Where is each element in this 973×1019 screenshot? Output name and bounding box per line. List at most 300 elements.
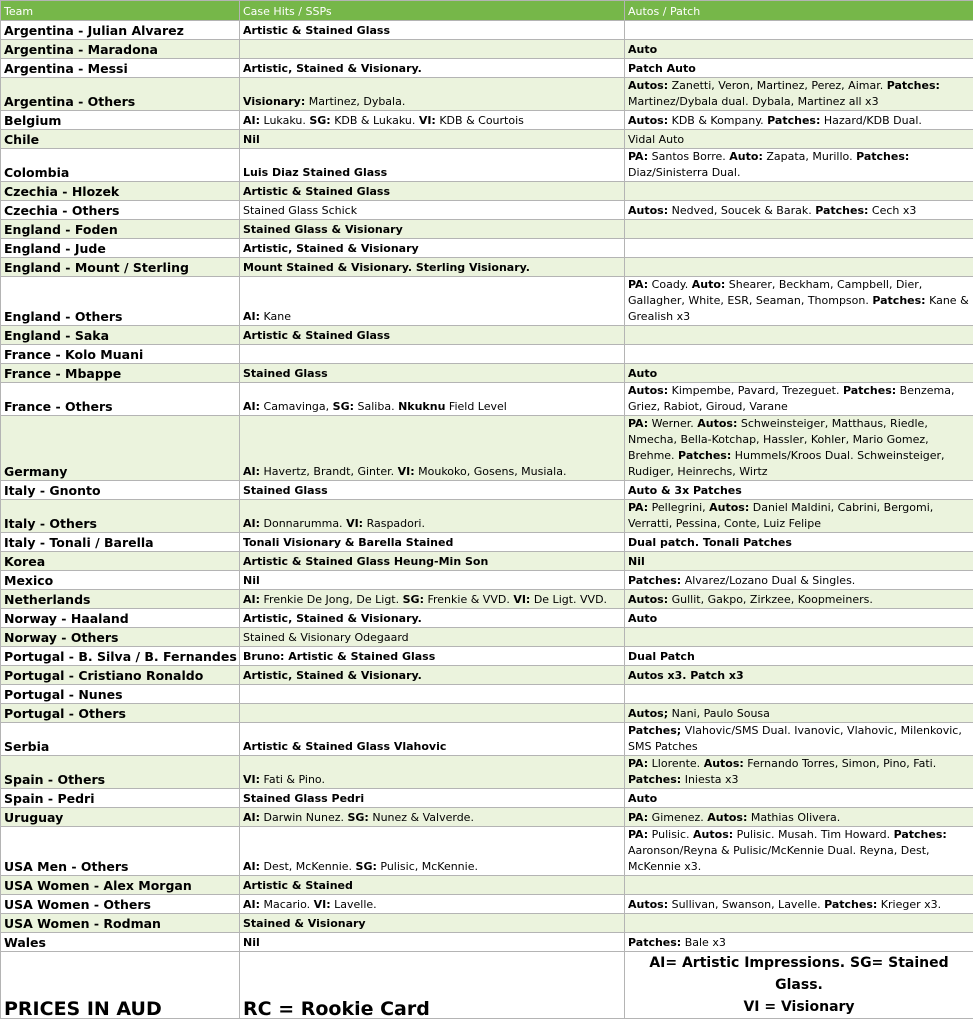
team-cell: Norway - Haaland <box>1 609 240 628</box>
table-row <box>1 808 973 827</box>
text-run: Sullivan, Swanson, Lavelle. <box>668 898 824 911</box>
table-row <box>1 876 973 895</box>
autos-patch-cell <box>625 364 973 383</box>
text-run: Patch Auto <box>628 62 696 75</box>
autos-patch-cell <box>625 21 973 40</box>
text-run: Kane <box>260 310 291 323</box>
case-hits-cell <box>240 789 625 808</box>
text-run: Stained Glass <box>243 484 328 497</box>
text-run: KDB & Kompany. <box>668 114 767 127</box>
autos-patch-cell <box>625 220 973 239</box>
team-cell: Mexico <box>1 571 240 590</box>
text-run: Dual Patch <box>628 650 695 663</box>
table-row <box>1 149 973 182</box>
case-hits-cell <box>240 239 625 258</box>
text-run: Stained & Visionary <box>243 917 366 930</box>
case-hits-cell <box>240 182 625 201</box>
text-run: Daniel Maldini, Cabrini, Bergomi, Verratti, Pessina, Conte, Luiz Felipe <box>628 501 933 530</box>
column-header-case-hits: Case Hits / SSPs <box>240 1 625 21</box>
text-run: Autos: <box>693 828 733 841</box>
text-run: PA: <box>628 417 648 430</box>
team-cell: Portugal - Others <box>1 704 240 723</box>
team-cell: France - Kolo Muani <box>1 345 240 364</box>
autos-patch-cell <box>625 628 973 647</box>
text-run: SG: <box>403 593 424 606</box>
text-run: AI: <box>243 114 260 127</box>
text-run: Raspadori. <box>363 517 425 530</box>
text-run: Martinez/Dybala dual. Dybala, Martinez all x3 <box>628 95 879 108</box>
autos-patch-cell <box>625 416 973 481</box>
case-hits-cell <box>240 345 625 364</box>
autos-patch-cell <box>625 704 973 723</box>
autos-patch-cell <box>625 201 973 220</box>
autos-patch-cell <box>625 533 973 552</box>
team-cell: Serbia <box>1 723 240 756</box>
text-run: Patches: <box>843 384 896 397</box>
team-cell: England - Others <box>1 277 240 326</box>
case-hits-cell <box>240 827 625 876</box>
text-run: Autos; <box>628 707 668 720</box>
rookie-card-note: RC = Rookie Card <box>240 952 625 1019</box>
text-run: Pulisic. Musah. Tim Howard. <box>733 828 893 841</box>
table-row <box>1 111 973 130</box>
table-row <box>1 685 973 704</box>
text-run: Nil <box>243 936 260 949</box>
text-run: Artistic, Stained & Visionary. <box>243 62 422 75</box>
checklist-body <box>1 1 973 952</box>
text-run: Hummels/Kroos Dual. Schweinsteiger, Rudiger, Heinrechs, Wirtz <box>628 449 945 478</box>
text-run: Auto <box>628 43 657 56</box>
autos-patch-cell <box>625 345 973 364</box>
team-cell: USA Women - Rodman <box>1 914 240 933</box>
case-hits-cell <box>240 130 625 149</box>
text-run: Patches: <box>628 773 681 786</box>
text-run: SG: <box>347 811 368 824</box>
header-row <box>1 1 973 21</box>
text-run: Coady. <box>648 278 692 291</box>
text-run: PA: <box>628 150 648 163</box>
case-hits-cell <box>240 685 625 704</box>
legend-line-1: AI= Artistic Impressions. SG= Stained Glass. <box>649 955 948 993</box>
text-run: Frenkie & VVD. <box>424 593 513 606</box>
table-row <box>1 326 973 345</box>
text-run: AI: <box>243 593 260 606</box>
text-run: Aaronson/Reyna & Pulisic/McKennie Dual. Reyna, Dest, McKennie x3. <box>628 844 930 873</box>
autos-patch-cell <box>625 789 973 808</box>
text-run: Patches: <box>824 898 877 911</box>
text-run: Artistic & Stained Glass Vlahovic <box>243 740 446 753</box>
text-run: PA: <box>628 278 648 291</box>
text-run: Benzema, Griez, Rabiot, Giroud, Varane <box>628 384 954 413</box>
table-row <box>1 500 973 533</box>
text-run: PA: <box>628 757 648 770</box>
table-row <box>1 78 973 111</box>
autos-patch-cell <box>625 895 973 914</box>
autos-patch-cell <box>625 666 973 685</box>
case-hits-cell <box>240 704 625 723</box>
text-run: PA: <box>628 501 648 514</box>
table-row <box>1 895 973 914</box>
text-run: Nkuknu <box>398 400 445 413</box>
prices-note: PRICES IN AUD <box>1 952 240 1019</box>
text-run: Patches: <box>894 828 947 841</box>
table-row <box>1 571 973 590</box>
table-row <box>1 647 973 666</box>
text-run: Saliba. <box>354 400 398 413</box>
autos-patch-cell <box>625 552 973 571</box>
table-row <box>1 416 973 481</box>
text-run: Auto <box>628 612 657 625</box>
table-row <box>1 364 973 383</box>
team-cell: Portugal - B. Silva / B. Fernandes <box>1 647 240 666</box>
text-run: Patches: <box>767 114 820 127</box>
text-run: AI: <box>243 517 260 530</box>
text-run: VI: <box>419 114 436 127</box>
team-cell: Netherlands <box>1 590 240 609</box>
case-hits-cell <box>240 808 625 827</box>
team-cell: Korea <box>1 552 240 571</box>
case-hits-cell <box>240 277 625 326</box>
text-run: Tonali Visionary & Barella Stained <box>243 536 453 549</box>
text-run: SG: <box>309 114 330 127</box>
table-row <box>1 552 973 571</box>
text-run: Zanetti, Veron, Martinez, Perez, Aimar. <box>668 79 887 92</box>
text-run: AI: <box>243 310 260 323</box>
text-run: Pulisic, McKennie. <box>377 860 478 873</box>
case-hits-cell <box>240 571 625 590</box>
case-hits-cell <box>240 609 625 628</box>
table-row <box>1 481 973 500</box>
text-run: Stained Glass Schick <box>243 204 357 217</box>
table-row <box>1 704 973 723</box>
team-cell: Czechia - Others <box>1 201 240 220</box>
text-run: Artistic & Stained Glass <box>243 24 390 37</box>
text-run: Autos: <box>628 593 668 606</box>
text-run: Iniesta x3 <box>681 773 738 786</box>
table-row <box>1 21 973 40</box>
text-run: Hazard/KDB Dual. <box>820 114 922 127</box>
text-run: Autos: <box>709 501 749 514</box>
text-run: VI: <box>398 465 415 478</box>
table-row <box>1 827 973 876</box>
text-run: Kane & Grealish x3 <box>628 294 969 323</box>
case-hits-cell <box>240 666 625 685</box>
table-row <box>1 628 973 647</box>
team-cell: Wales <box>1 933 240 952</box>
table-row <box>1 756 973 789</box>
table-row <box>1 914 973 933</box>
case-hits-cell <box>240 723 625 756</box>
text-run: Fati & Pino. <box>260 773 325 786</box>
table-row <box>1 201 973 220</box>
text-run: Autos: <box>628 204 668 217</box>
text-run: Patches; <box>628 724 681 737</box>
text-run: Schweinsteiger, Matthaus, Riedle, Nmecha, Bella-Kotchap, Hassler, Kohler, Mario Gomez, Brehme. <box>628 417 929 462</box>
text-run: Nil <box>243 574 260 587</box>
autos-patch-cell <box>625 111 973 130</box>
autos-patch-cell <box>625 756 973 789</box>
team-cell: Argentina - Messi <box>1 59 240 78</box>
text-run: Vlahovic/SMS Dual. Ivanovic, Vlahovic, Milenkovic, SMS Patches <box>628 724 962 753</box>
column-header-autos: Autos / Patch <box>625 1 973 21</box>
text-run: Llorente. <box>648 757 704 770</box>
text-run: Camavinga, <box>260 400 333 413</box>
text-run: Moukoko, Gosens, Musiala. <box>415 465 567 478</box>
autos-patch-cell <box>625 914 973 933</box>
text-run: Cech x3 <box>868 204 916 217</box>
text-run: VI: <box>513 593 530 606</box>
text-run: Autos x3. Patch x3 <box>628 669 744 682</box>
case-hits-cell <box>240 220 625 239</box>
text-run: Autos: <box>704 757 744 770</box>
autos-patch-cell <box>625 78 973 111</box>
text-run: AI: <box>243 465 260 478</box>
text-run: De Ligt. VVD. <box>530 593 607 606</box>
table-row <box>1 533 973 552</box>
case-hits-cell <box>240 647 625 666</box>
text-run: Gullit, Gakpo, Zirkzee, Koopmeiners. <box>668 593 873 606</box>
autos-patch-cell <box>625 258 973 277</box>
case-hits-cell <box>240 59 625 78</box>
text-run: PA: <box>628 828 648 841</box>
team-cell: Italy - Tonali / Barella <box>1 533 240 552</box>
team-cell: Italy - Gnonto <box>1 481 240 500</box>
text-run: Artistic, Stained & Visionary <box>243 242 419 255</box>
case-hits-cell <box>240 628 625 647</box>
text-run: Dual patch. Tonali Patches <box>628 536 792 549</box>
case-hits-cell <box>240 552 625 571</box>
autos-patch-cell <box>625 277 973 326</box>
team-cell: Spain - Pedri <box>1 789 240 808</box>
text-run: Diaz/Sinisterra Dual. <box>628 166 740 179</box>
team-cell: Italy - Others <box>1 500 240 533</box>
team-cell: France - Mbappe <box>1 364 240 383</box>
text-run: Artistic, Stained & Visionary. <box>243 612 422 625</box>
text-run: VI: <box>314 898 331 911</box>
text-run: Krieger x3. <box>877 898 941 911</box>
text-run: AI: <box>243 898 260 911</box>
autos-patch-cell <box>625 827 973 876</box>
case-hits-cell <box>240 111 625 130</box>
table-row <box>1 789 973 808</box>
text-run: Lavelle. <box>331 898 377 911</box>
text-run: Luis Diaz Stained Glass <box>243 166 387 179</box>
team-cell: USA Men - Others <box>1 827 240 876</box>
case-hits-cell <box>240 326 625 345</box>
text-run: Donnarumma. <box>260 517 346 530</box>
text-run: Field Level <box>445 400 506 413</box>
text-run: Darwin Nunez. <box>260 811 347 824</box>
team-cell: England - Saka <box>1 326 240 345</box>
team-cell: Germany <box>1 416 240 481</box>
text-run: AI: <box>243 811 260 824</box>
text-run: Zapata, Murillo. <box>763 150 856 163</box>
text-run: Kimpembe, Pavard, Trezeguet. <box>668 384 843 397</box>
autos-patch-cell <box>625 149 973 182</box>
text-run: Patches: <box>628 574 681 587</box>
case-hits-cell <box>240 533 625 552</box>
team-cell: Chile <box>1 130 240 149</box>
table-row <box>1 258 973 277</box>
autos-patch-cell <box>625 808 973 827</box>
text-run: Autos: <box>628 114 668 127</box>
text-run: Autos: <box>707 811 747 824</box>
text-run: Shearer, Beckham, Campbell, Dier, Gallagher, White, ESR, Seaman, Thompson. <box>628 278 922 307</box>
text-run: Artistic, Stained & Visionary. <box>243 669 422 682</box>
text-run: SG: <box>333 400 354 413</box>
autos-patch-cell <box>625 685 973 704</box>
autos-patch-cell <box>625 383 973 416</box>
autos-patch-cell <box>625 239 973 258</box>
text-run: Pellegrini, <box>648 501 709 514</box>
team-cell: Czechia - Hlozek <box>1 182 240 201</box>
table-row <box>1 277 973 326</box>
text-run: Dest, McKennie. <box>260 860 356 873</box>
text-run: Fernando Torres, Simon, Pino, Fati. <box>744 757 936 770</box>
autos-patch-cell <box>625 481 973 500</box>
text-run: Stained Glass Pedri <box>243 792 364 805</box>
text-run: Auto <box>628 792 657 805</box>
text-run: Patches: <box>856 150 909 163</box>
text-run: AI: <box>243 400 260 413</box>
case-hits-cell <box>240 21 625 40</box>
case-hits-cell <box>240 258 625 277</box>
table-row <box>1 130 973 149</box>
table-row <box>1 345 973 364</box>
table-row <box>1 723 973 756</box>
text-run: Nil <box>628 555 645 568</box>
team-cell: England - Mount / Sterling <box>1 258 240 277</box>
text-run: Autos: <box>697 417 737 430</box>
text-run: Lukaku. <box>260 114 309 127</box>
autos-patch-cell <box>625 40 973 59</box>
team-cell: Belgium <box>1 111 240 130</box>
team-cell: Argentina - Others <box>1 78 240 111</box>
text-run: Artistic & Stained Glass <box>243 185 390 198</box>
autos-patch-cell <box>625 59 973 78</box>
table-row <box>1 220 973 239</box>
text-run: Auto: <box>729 150 763 163</box>
text-run: Mount Stained & Visionary. Sterling Visionary. <box>243 261 530 274</box>
team-cell: Portugal - Nunes <box>1 685 240 704</box>
text-run: AI: <box>243 860 260 873</box>
text-run: Nani, Paulo Sousa <box>668 707 770 720</box>
team-cell: Colombia <box>1 149 240 182</box>
text-run: Patches: <box>678 449 731 462</box>
case-hits-cell <box>240 40 625 59</box>
case-hits-cell <box>240 895 625 914</box>
text-run: Frenkie De Jong, De Ligt. <box>260 593 403 606</box>
text-run: Autos: <box>628 79 668 92</box>
text-run: Martinez, Dybala. <box>305 95 405 108</box>
table-row <box>1 182 973 201</box>
text-run: KDB & Courtois <box>436 114 524 127</box>
case-hits-cell <box>240 416 625 481</box>
case-hits-cell <box>240 914 625 933</box>
case-hits-cell <box>240 481 625 500</box>
case-hits-cell <box>240 756 625 789</box>
case-hits-cell <box>240 364 625 383</box>
autos-patch-cell <box>625 182 973 201</box>
autos-patch-cell <box>625 590 973 609</box>
team-cell: USA Women - Alex Morgan <box>1 876 240 895</box>
autos-patch-cell <box>625 723 973 756</box>
table-row <box>1 239 973 258</box>
text-run: Mathias Olivera. <box>747 811 840 824</box>
footer-row <box>1 952 973 1019</box>
case-hits-cell <box>240 149 625 182</box>
autos-patch-cell <box>625 326 973 345</box>
case-hits-cell <box>240 78 625 111</box>
text-run: Auto <box>628 367 657 380</box>
text-run: Werner. <box>648 417 697 430</box>
autos-patch-cell <box>625 500 973 533</box>
autos-patch-cell <box>625 609 973 628</box>
text-run: Vidal Auto <box>628 133 684 146</box>
text-run: PA: <box>628 811 648 824</box>
table-row <box>1 40 973 59</box>
text-run: Patches: <box>815 204 868 217</box>
team-cell: France - Others <box>1 383 240 416</box>
case-hits-cell <box>240 500 625 533</box>
autos-patch-cell <box>625 571 973 590</box>
text-run: Auto & 3x Patches <box>628 484 742 497</box>
team-cell: Portugal - Cristiano Ronaldo <box>1 666 240 685</box>
text-run: Artistic & Stained Glass Heung-Min Son <box>243 555 488 568</box>
text-run: VI: <box>243 773 260 786</box>
text-run: Nil <box>243 133 260 146</box>
text-run: KDB & Lukaku. <box>331 114 419 127</box>
team-cell: Argentina - Maradona <box>1 40 240 59</box>
text-run: Patches: <box>887 79 940 92</box>
text-run: Macario. <box>260 898 314 911</box>
case-hits-cell <box>240 383 625 416</box>
text-run: Pulisic. <box>648 828 693 841</box>
text-run: Stained Glass & Visionary <box>243 223 403 236</box>
table-row <box>1 590 973 609</box>
team-cell: England - Foden <box>1 220 240 239</box>
text-run: Santos Borre. <box>648 150 729 163</box>
team-cell: England - Jude <box>1 239 240 258</box>
text-run: Bale x3 <box>681 936 726 949</box>
text-run: Stained Glass <box>243 367 328 380</box>
text-run: Havertz, Brandt, Ginter. <box>260 465 398 478</box>
text-run: Nunez & Valverde. <box>369 811 474 824</box>
legend-line-2: VI = Visionary <box>743 999 854 1015</box>
text-run: Autos: <box>628 898 668 911</box>
text-run: Patches: <box>628 936 681 949</box>
text-run: Autos: <box>628 384 668 397</box>
abbreviation-legend <box>625 952 973 1019</box>
text-run: Patches: <box>872 294 925 307</box>
table-row <box>1 383 973 416</box>
text-run: Bruno: Artistic & Stained Glass <box>243 650 435 663</box>
text-run: SG: <box>356 860 377 873</box>
team-cell: Spain - Others <box>1 756 240 789</box>
text-run: Nedved, Soucek & Barak. <box>668 204 815 217</box>
table-row <box>1 59 973 78</box>
autos-patch-cell <box>625 647 973 666</box>
team-cell: Norway - Others <box>1 628 240 647</box>
table-row <box>1 609 973 628</box>
table-row <box>1 666 973 685</box>
autos-patch-cell <box>625 876 973 895</box>
text-run: Visionary: <box>243 95 305 108</box>
text-run: Artistic & Stained Glass <box>243 329 390 342</box>
case-hits-cell <box>240 933 625 952</box>
text-run: VI: <box>346 517 363 530</box>
team-cell: Argentina - Julian Alvarez <box>1 21 240 40</box>
